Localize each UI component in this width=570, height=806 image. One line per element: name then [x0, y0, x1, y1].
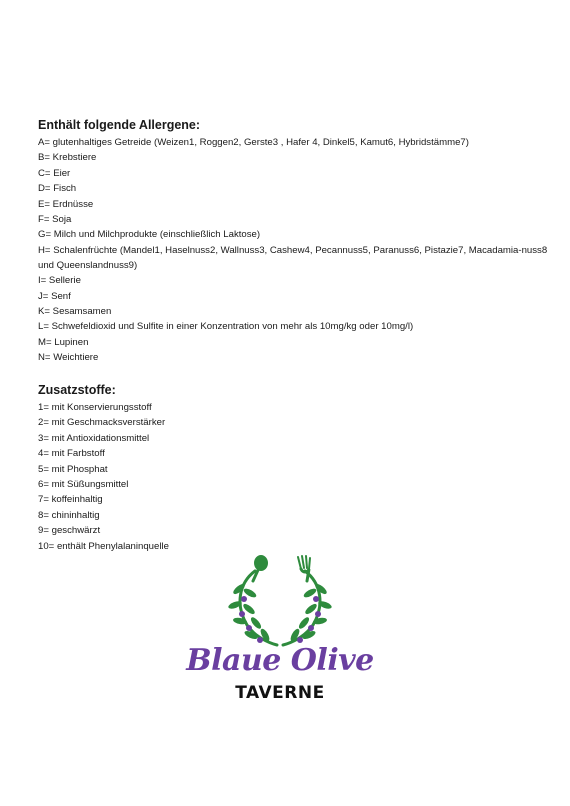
list-item: 8= chininhaltig	[38, 509, 100, 521]
additives-section	[38, 382, 548, 554]
additives-list	[38, 400, 548, 554]
brand-subtitle: TAVERNE	[235, 683, 325, 703]
list-item: 3= mit Antioxidationsmittel	[38, 432, 150, 444]
allergens-list	[38, 135, 548, 366]
list-item: H= Schalenfrüchte (Mandel1, Haselnuss2, Wallnuss3, Cashew4, Pecannuss5, Paranuss6, Pistazie7, Macadamia-nuss8 und Queenslandnuss9)	[38, 244, 548, 272]
list-item: 7= koffeinhaltig	[38, 494, 103, 506]
list-item: K= Sesamsamen	[38, 306, 112, 318]
allergens-heading: Enthält folgende Allergene:	[38, 118, 201, 132]
list-item: 4= mit Farbstoff	[38, 448, 105, 460]
list-item: M= Lupinen	[38, 336, 89, 348]
list-item: 1= mit Konservierungsstoff	[38, 402, 152, 413]
taverne-logo	[170, 553, 390, 713]
list-item: B= Krebstiere	[38, 152, 97, 164]
list-item: G= Milch und Milchprodukte (einschließlich Laktose)	[38, 229, 261, 241]
list-item: 2= mit Geschmacksverstärker	[38, 417, 166, 429]
list-item: N= Weichtiere	[38, 352, 99, 364]
olive-wreath-icon	[225, 553, 335, 648]
list-item: C= Eier	[38, 167, 71, 179]
list-item: F= Soja	[38, 214, 72, 226]
list-item: A= glutenhaltiges Getreide (Weizen1, Roggen2, Gerste3 , Hafer 4, Dinkel5, Kamut6, Hybridstämme7)	[38, 137, 469, 148]
list-item: L= Schwefeldioxid und Sulfite in einer Konzentration von mehr als 10mg/kg oder 10mg/l)	[38, 321, 414, 333]
allergens-section	[38, 117, 548, 366]
additives-heading: Zusatzstoffe:	[38, 383, 116, 397]
list-item: E= Erdnüsse	[38, 198, 94, 210]
list-item: 9= geschwärzt	[38, 525, 101, 537]
list-item: D= Fisch	[38, 183, 77, 195]
list-item: 5= mit Phosphat	[38, 463, 108, 475]
list-item: 10= enthält Phenylalaninquelle	[38, 540, 169, 552]
list-item: J= Senf	[38, 290, 71, 302]
list-item: 6= mit Süßungsmittel	[38, 479, 129, 491]
list-item: I= Sellerie	[38, 275, 81, 287]
brand-name: Blaue Olive	[186, 643, 374, 678]
